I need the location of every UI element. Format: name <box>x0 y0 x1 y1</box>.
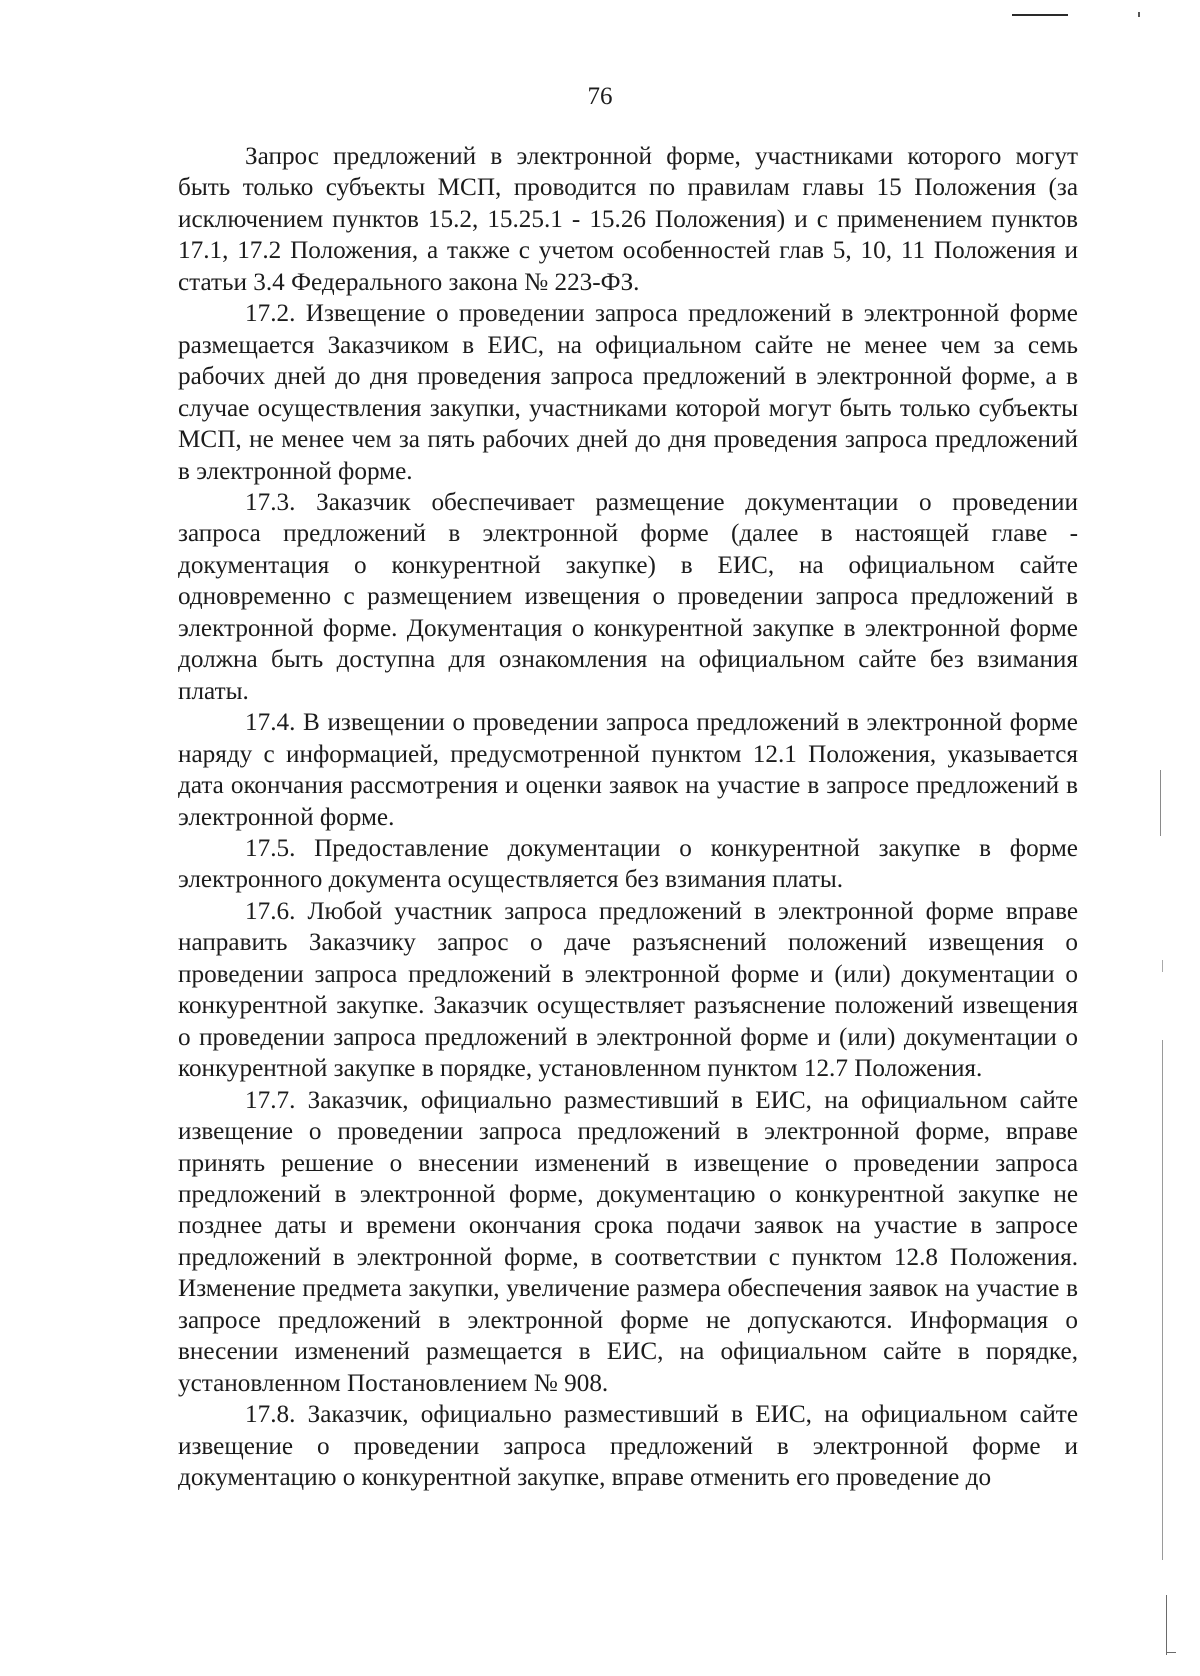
scan-edge-line <box>1166 1652 1176 1653</box>
scan-mark <box>1012 14 1068 16</box>
scan-edge-line <box>1162 1040 1163 1560</box>
paragraph-17-7: 17.7. Заказчик, официально разместивший в ЕИС, на официальном сайте извещение о проведении запроса предложений в электронной форме, вправе принять решение о внесении изменений в извещение о проведении запроса предложений в электронной форме, документацию о конкурентной закупке не позднее даты и времени окончания срока подачи заявок на участие в запросе предложений в электронной форме, в соответствии с пунктом 12.8 Положения. Изменение предмета закупки, увеличение размера обеспечения заявок на участие в запросе предложений в электронной форме не допускаются. Информация о внесении изменений размещается в ЕИС, на официальном сайте в порядке, установленном Постановлением № 908. <box>178 1086 1078 1397</box>
document-body <box>178 141 1078 1493</box>
scan-edge-line <box>1166 1595 1167 1655</box>
paragraph-17-2: 17.2. Извещение о проведении запроса предложений в электронной форме размещается Заказчиком в ЕИС, на официальном сайте не менее чем за семь рабочих дней до дня проведения запроса предложений в электронной форме, а в случае осуществления закупки, участниками которой могут быть только субъекты МСП, не менее чем за пять рабочих дней до дня проведения запроса предложений в электронной форме. <box>178 300 1078 485</box>
page-number: 76 <box>587 83 613 110</box>
paragraph-17-5: 17.5. Предоставление документации о конкурентной закупке в форме электронного документа осуществляется без взимания платы. <box>178 834 1078 894</box>
scan-edge-line <box>1162 960 1163 972</box>
scan-speck <box>1138 12 1140 17</box>
paragraph-17-3: 17.3. Заказчик обеспечивает размещение документации о проведении запроса предложений в электронной форме (далее в настоящей главе - документация о конкурентной закупке) в ЕИС, на официальном сайте одновременно с размещением извещения о проведении запроса предложений в электронной форме. Документация о конкурентной закупке в электронной форме должна быть доступна для ознакомления на официальном сайте без взимания платы. <box>178 488 1078 705</box>
scan-edge-line <box>1160 770 1161 836</box>
paragraph-intro: Запрос предложений в электронной форме, участниками которого могут быть только субъекты МСП, проводится по правилам главы 15 Положения (за исключением пунктов 15.2, 15.25.1 - 15.26 Положения) и с применением пунктов 17.1, 17.2 Положения, а также с учетом особенностей глав 5, 10, 11 Положения и статьи 3.4 Федерального закона № 223-ФЗ. <box>178 143 1078 296</box>
paragraph-17-4: 17.4. В извещении о проведении запроса предложений в электронной форме наряду с информацией, предусмотренной пунктом 12.1 Положения, указывается дата окончания рассмотрения и оценки заявок на участие в запросе предложений в электронной форме. <box>178 709 1078 831</box>
paragraph-17-6: 17.6. Любой участник запроса предложений в электронной форме вправе направить Заказчику запрос о даче разъяснений положений извещения о проведении запроса предложений в электронной форме и (или) документации о конкурентной закупке. Заказчик осуществляет разъяснение положений извещения о проведении запроса предложений в электронной форме и (или) документации о конкурентной закупке в порядке, установленном пунктом 12.7 Положения. <box>178 897 1078 1083</box>
paragraph-17-8: 17.8. Заказчик, официально разместивший в ЕИС, на официальном сайте извещение о проведении запроса предложений в электронной форме и документацию о конкурентной закупке, вправе отменить его проведение до <box>178 1401 1078 1492</box>
